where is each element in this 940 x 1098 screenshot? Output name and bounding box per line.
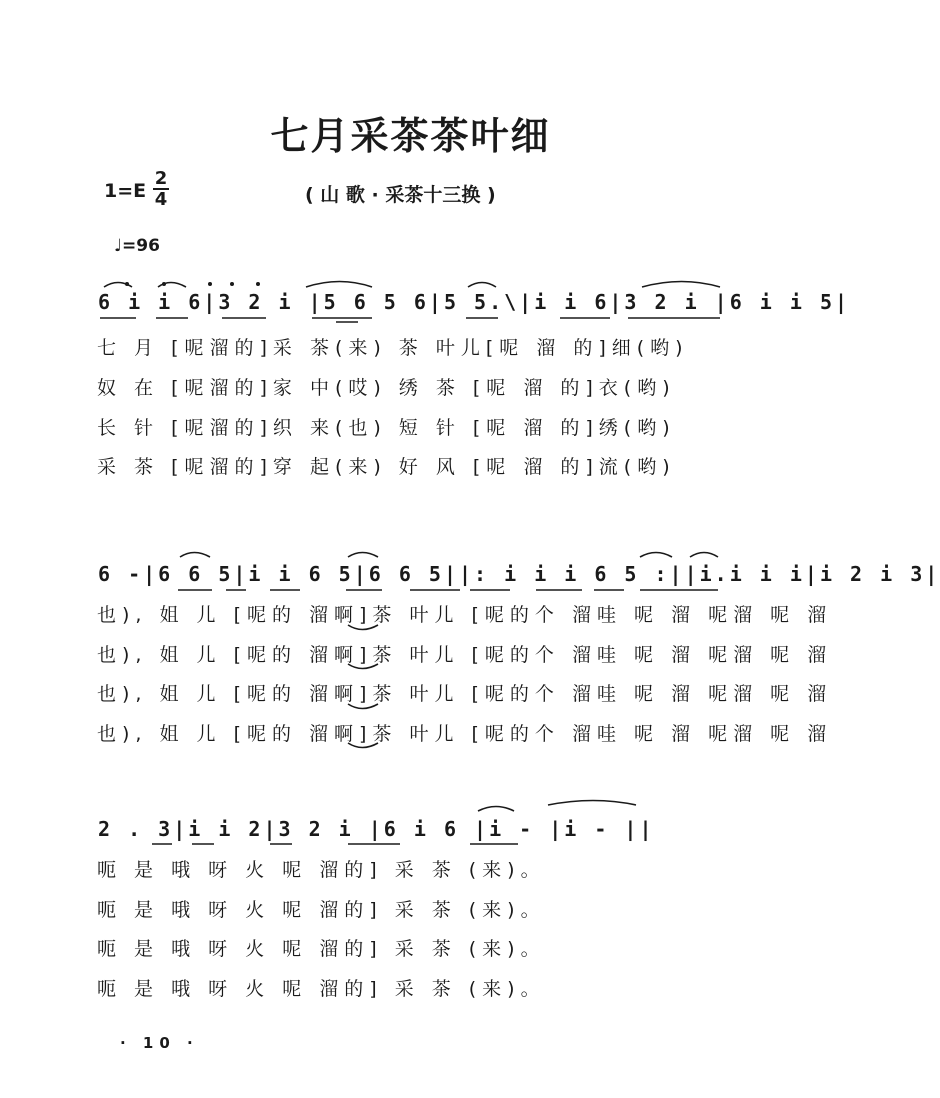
slur-mark — [640, 553, 672, 558]
lyric-line-1-1: 七 月 [呢溜的]采 茶(来) 茶 叶儿[呢 溜 的]细(哟) — [97, 337, 689, 359]
tempo-marking: ♩=96 — [114, 236, 160, 256]
time-signature — [153, 170, 169, 208]
notation-line-3: 2 . 3|i i 2|3 2 i |6 i 6 |i - |i - || — [98, 817, 655, 841]
octave-dot — [230, 282, 234, 286]
lyric-line-2-2: 也), 姐 儿 [呢的 溜啊]茶 叶儿 [呢的个 溜哇 呢 溜 呢溜 呢 溜 — [97, 644, 833, 666]
meter-top: 2 — [154, 168, 168, 189]
slur-mark — [642, 282, 720, 288]
octave-dot — [125, 282, 129, 286]
octave-dot — [162, 282, 166, 286]
slur-mark — [180, 553, 210, 558]
notation-line-2: 6 -|6 6 5|i i 6 5|6 6 5||: i i i 6 5 :||i.i i i|i 2 i 3| — [98, 562, 940, 586]
lyric-line-1-2: 奴 在 [呢溜的]家 中(哎) 绣 茶 [呢 溜 的]衣(哟) — [97, 377, 676, 399]
lyric-line-3-3: 呃 是 哦 呀 火 呢 溜的] 采 茶 (来)。 — [97, 938, 546, 960]
song-subtitle: ( 山 歌 · 采茶十三换 ) — [305, 184, 496, 206]
lyric-line-2-4: 也), 姐 儿 [呢的 溜啊]茶 叶儿 [呢的个 溜哇 呢 溜 呢溜 呢 溜 — [97, 723, 833, 745]
notation-line-1: 6 i i 6|3 2 i |5 6 5 6|5 5.\|i i 6|3 2 i |6 i i 5| — [98, 290, 851, 314]
key-signature: 1=E — [104, 180, 147, 202]
lyric-line-3-4: 呃 是 哦 呀 火 呢 溜的] 采 茶 (来)。 — [97, 978, 546, 1000]
lyric-line-1-4: 采 茶 [呢溜的]穿 起(来) 好 风 [呢 溜 的]流(哟) — [97, 456, 676, 478]
lyric-line-1-3: 长 针 [呢溜的]织 来(也) 短 针 [呢 溜 的]绣(哟) — [97, 417, 676, 439]
lyric-line-3-2: 呃 是 哦 呀 火 呢 溜的] 采 茶 (来)。 — [97, 899, 546, 921]
slur-mark — [690, 553, 718, 558]
meter-bottom: 4 — [154, 189, 168, 210]
slur-mark — [548, 801, 636, 806]
slur-mark — [478, 807, 514, 812]
octave-dot — [208, 282, 212, 286]
slur-mark — [158, 283, 186, 288]
page-number: · 10 · — [120, 1034, 199, 1052]
octave-dot — [256, 282, 260, 286]
lyric-line-2-1: 也), 姐 儿 [呢的 溜啊]茶 叶儿 [呢的个 溜哇 呢 溜 呢溜 呢 溜 — [97, 604, 833, 626]
slur-mark — [104, 283, 132, 288]
slur-mark — [348, 553, 378, 558]
lyric-line-2-3: 也), 姐 儿 [呢的 溜啊]茶 叶儿 [呢的个 溜哇 呢 溜 呢溜 呢 溜 — [97, 683, 833, 705]
song-title: 七月采茶茶叶细 — [270, 114, 551, 158]
slur-mark — [306, 282, 372, 288]
lyric-line-3-1: 呃 是 哦 呀 火 呢 溜的] 采 茶 (来)。 — [97, 859, 546, 881]
slur-mark — [468, 283, 496, 288]
